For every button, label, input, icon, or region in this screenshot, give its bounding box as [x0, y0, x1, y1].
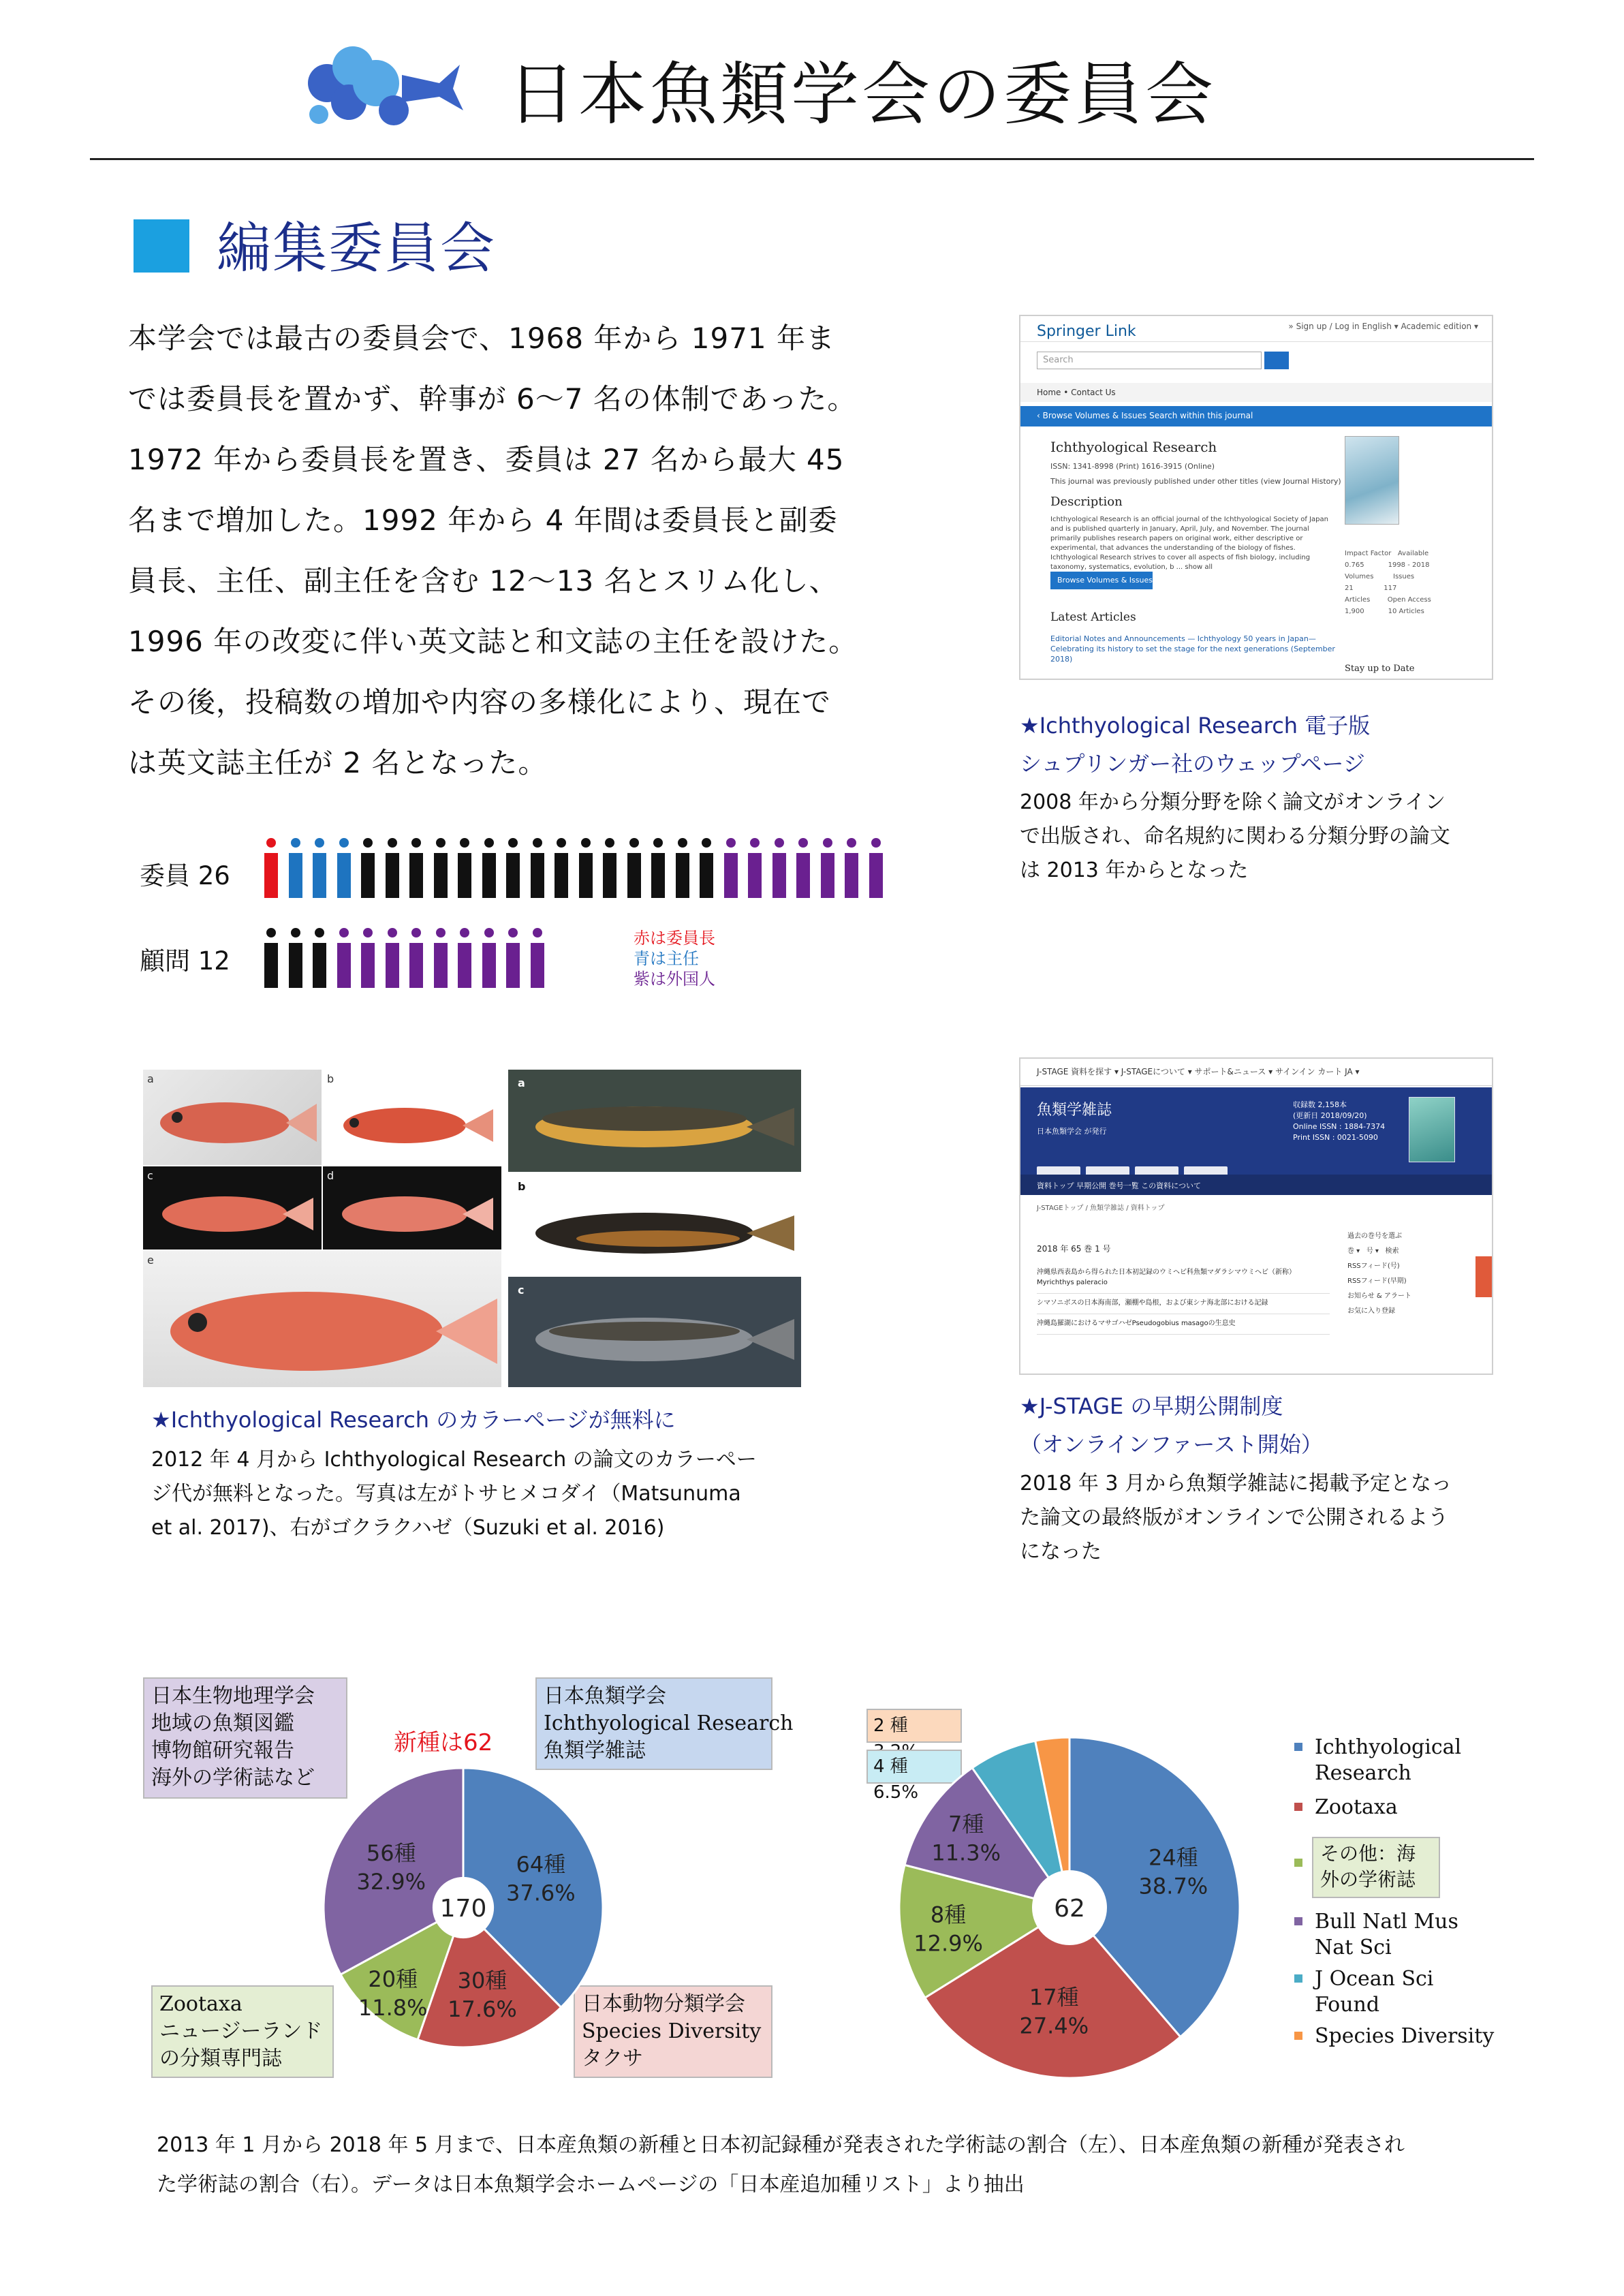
legend-item-lead: 青は主任	[634, 949, 699, 968]
springer-journal-title: Ichthyological Research	[1050, 439, 1217, 455]
intro-line: 1972 年から委員長を置き、委員は 27 名から最大 45	[128, 443, 845, 476]
member-head	[315, 928, 324, 937]
slice-percent-label: 12.9%	[914, 1930, 983, 1957]
slice-count-label: 56種	[366, 1840, 416, 1867]
advisors-row-label: 顧問 12	[140, 946, 230, 976]
member-head	[388, 838, 397, 848]
caption-line: ジ代が無料となった。写真は左がトサヒメコダイ（Matsunuma	[151, 1482, 741, 1506]
springer-search-icon	[1264, 352, 1289, 369]
photo-label: e	[147, 1254, 154, 1267]
photos-caption-title: ★Ichthyological Research のカラーページが無料に	[151, 1407, 676, 1433]
box-line: Ichthyological Research	[544, 1711, 794, 1735]
member-body	[313, 943, 326, 988]
intro-line: 名まで増加した。1992 年から 4 年間は委員長と副委	[128, 503, 838, 537]
slice-count-label: 64種	[516, 1851, 566, 1878]
jstage-breadcrumb: J-STAGEトップ / 魚類学雑誌 / 資料トップ	[1037, 1205, 1165, 1212]
member-head	[678, 838, 687, 848]
photo-label: a	[147, 1072, 154, 1085]
member-head	[798, 838, 808, 848]
photo-label: b	[518, 1180, 526, 1193]
jstage-article: シマソニボスの日本海南部，瀬棚や島根，および東シナ海北部における記録	[1037, 1294, 1330, 1314]
members-row	[264, 838, 905, 899]
society-logo	[300, 34, 470, 136]
springer-issn: ISSN: 1341-8998 (Print) 1616-3915 (Online)	[1050, 462, 1215, 471]
slice-percent-label: 11.8%	[358, 1995, 428, 2021]
member-body	[337, 853, 351, 898]
member-head	[653, 838, 663, 848]
legend-swatch	[1294, 1974, 1302, 1983]
jstage-screenshot	[1019, 1057, 1493, 1375]
jstage-issue: 2018 年 65 巻 1 号	[1037, 1244, 1111, 1254]
slice-count-label: 30種	[457, 1967, 507, 1994]
pie-left-box-other	[143, 1677, 347, 1799]
section-title: 編集委員会	[217, 217, 496, 280]
photo-label: a	[518, 1076, 525, 1089]
jstage-stats: 収録数 2,158本 (更新日 2018/09/20) Online ISSN : 1884-7374 Print ISSN : 0021-5090	[1293, 1100, 1386, 1142]
legend-item: その他：海外の学術誌	[1312, 1837, 1440, 1898]
intro-line: は英文誌主任が 2 名となった。	[128, 746, 548, 779]
jstage-topbar: J-STAGE 資料を探す ▾ J-STAGEについて ▾ サポート&ニュース ▾ サインイン カート JA ▾	[1020, 1059, 1492, 1086]
member-head	[533, 838, 542, 848]
springer-bluebar: ‹ Browse Volumes & Issues Search within this journal	[1020, 406, 1492, 426]
member-head	[581, 838, 591, 848]
member-head	[460, 838, 469, 848]
legend-swatch	[1294, 1917, 1302, 1925]
springer-description: Ichthyological Research is an official journal of the Ichthyological Society of Japan and is published quarterly in January, April, July, and November. The journal primarily publishes research papers on original work, either descriptive or experimental, that advances the understanding of the biology of fishes. Ichthyological Research strives to cover all aspects of fish biology, including taxonomy, systematics, evolution, b ... show all	[1050, 516, 1328, 571]
member-body	[434, 943, 448, 988]
fish-photo-e	[143, 1251, 501, 1387]
springer-browse-button: Browse Volumes & Issues	[1050, 572, 1153, 589]
intro-line: 1996 年の改変に伴い英文誌と和文誌の主任を設けた。	[128, 625, 858, 658]
photo-label: b	[327, 1072, 334, 1085]
jstage-feedback-tab	[1475, 1256, 1492, 1297]
member-head	[436, 928, 446, 937]
member-body	[555, 853, 568, 898]
slice-percent-label: 11.3%	[931, 1840, 1001, 1866]
footnote-line: た学術誌の割合（右）。データは日本魚類学会ホームページの「日本産追加種リスト」より抽出	[157, 2173, 1025, 2197]
member-head	[363, 838, 373, 848]
member-body	[289, 853, 302, 898]
member-body	[506, 853, 520, 898]
member-body	[579, 853, 593, 898]
jstage-article-list	[1037, 1263, 1330, 1335]
springer-description-heading: Description	[1050, 495, 1123, 509]
member-head	[871, 838, 881, 848]
member-body	[313, 853, 326, 898]
box-line: Zootaxa	[159, 1992, 243, 2016]
intro-line: その後，投稿数の増加や内容の多様化により、現在で	[128, 685, 832, 719]
legend-item: Ichthyological Research	[1315, 1735, 1462, 1785]
member-head	[605, 838, 614, 848]
springer-screenshot	[1019, 315, 1493, 680]
journal-cover-image	[1345, 436, 1399, 525]
pie-left-box-zootaxa	[151, 1985, 334, 2078]
pie-center-total: 62	[1054, 1894, 1085, 1923]
caption-line: は 2013 年からとなった	[1020, 858, 1249, 882]
member-body	[869, 853, 883, 898]
member-head	[847, 838, 856, 848]
member-body	[458, 853, 471, 898]
advisors-row	[264, 928, 905, 989]
springer-caption-subtitle: シュプリンガー社のウェップページ	[1020, 751, 1365, 777]
legend-item-foreign: 紫は外国人	[634, 969, 715, 989]
page-title: 日本魚類学会の委員会	[507, 55, 1216, 134]
member-head	[411, 838, 421, 848]
member-head	[508, 928, 518, 937]
member-head	[388, 928, 397, 937]
legend-item: Zootaxa	[1315, 1795, 1398, 1819]
jstage-tabs: 資料トップ 早期公開 巻号一覧 この資料について	[1020, 1175, 1492, 1195]
member-body	[506, 943, 520, 988]
box-line: の分類専門誌	[159, 2047, 282, 2070]
member-head	[315, 838, 324, 848]
box-line: 地域の魚類図鑑	[151, 1711, 294, 1735]
member-body	[361, 853, 375, 898]
members-row-label: 委員 26	[140, 861, 230, 890]
goby-photo-a	[508, 1070, 801, 1172]
member-body	[531, 853, 544, 898]
member-head	[291, 928, 300, 937]
slice-percent-label: 17.6%	[448, 1996, 517, 2022]
pie-left-box-isj	[535, 1677, 794, 1770]
box-line: 日本生物地理学会	[151, 1684, 315, 1708]
member-head	[533, 928, 542, 937]
pie-chart-new-species	[892, 1731, 1247, 2085]
member-body	[289, 943, 302, 988]
slice-count-label: 17種	[1029, 1984, 1079, 2011]
slice-percent-label: 38.7%	[1138, 1873, 1208, 1899]
caption-line: 2018 年 3 月から魚類学雑誌に掲載予定となっ	[1020, 1472, 1452, 1495]
springer-note: This journal was previously published under other titles (view Journal History)	[1050, 477, 1341, 486]
photo-label: c	[147, 1169, 153, 1182]
member-head	[557, 838, 566, 848]
springer-stats: Impact Factor Available 0.765 1998 - 2018 Volumes Issues 21 117 Articles Open Access 1,900 10 Articles	[1345, 550, 1431, 615]
box-line: 博物館研究報告	[151, 1739, 294, 1763]
box-line: 日本魚類学会	[544, 1684, 666, 1708]
member-body	[772, 853, 786, 898]
member-head	[436, 838, 446, 848]
member-head	[484, 838, 494, 848]
slice-count-label: 7種	[948, 1811, 984, 1837]
member-head	[411, 928, 421, 937]
jstage-article: 沖縄島羅湖におけるマサゴハゼPseudogobius masagoの生息史	[1037, 1314, 1330, 1335]
photos-caption-body	[151, 1443, 757, 1545]
springer-toplinks: » Sign up / Log in English ▾ Academic edition ▾	[1288, 322, 1478, 331]
box-line: 日本動物分類学会	[582, 1992, 745, 2016]
member-head	[363, 928, 373, 937]
box-line: 海外の学術誌など	[151, 1766, 315, 1790]
member-body	[531, 943, 544, 988]
legend-swatch	[1294, 1803, 1302, 1811]
member-body	[482, 853, 496, 898]
section-marker	[134, 219, 189, 273]
legend-item: Bull Natl Mus Nat Sci	[1315, 1910, 1458, 1959]
member-body	[821, 853, 834, 898]
member-head	[750, 838, 760, 848]
jstage-journal-name: 魚類学雑誌	[1037, 1102, 1112, 1119]
members-legend	[634, 928, 715, 989]
member-body	[845, 853, 858, 898]
box-line: ニュージーランド	[159, 2019, 323, 2043]
springer-stay-heading: Stay up to Date	[1345, 664, 1415, 674]
journal-cover-image	[1409, 1097, 1455, 1162]
member-head	[484, 928, 494, 937]
jstage-caption-title: ★J-STAGE の早期公開制度	[1020, 1393, 1283, 1419]
member-head	[291, 838, 300, 848]
legend-item: Species Diversity	[1315, 2024, 1495, 2048]
pie-center-total: 170	[439, 1894, 487, 1923]
legend-swatch	[1294, 1859, 1302, 1867]
member-body	[386, 853, 399, 898]
pie-right-label-species-diversity: 2 種	[866, 1709, 962, 1743]
member-body	[748, 853, 762, 898]
member-head	[775, 838, 784, 848]
slice-count-label: 24種	[1149, 1844, 1198, 1871]
photo-label: c	[518, 1284, 525, 1297]
footnote-line: 2013 年 1 月から 2018 年 5 月まで、日本産魚類の新種と日本初記録種が発表された学術誌の割合（左）、日本産魚類の新種が発表され	[157, 2133, 1405, 2157]
intro-paragraph	[128, 308, 925, 793]
goby-photo-b	[508, 1173, 801, 1275]
member-body	[627, 853, 641, 898]
springer-nav: Home • Contact Us	[1020, 383, 1492, 402]
member-body	[700, 853, 713, 898]
member-body	[409, 853, 423, 898]
goby-photo-c	[508, 1277, 801, 1387]
member-body	[337, 943, 351, 988]
member-head	[266, 838, 276, 848]
caption-line: で出版され、命名規約に関わる分類分野の論文	[1020, 824, 1450, 848]
caption-line: 2012 年 4 月から Ichthyological Research の論文のカラーペー	[151, 1448, 757, 1472]
legend-item: J Ocean Sci Found	[1315, 1967, 1434, 2017]
jstage-caption-body	[1020, 1467, 1452, 1569]
member-body	[796, 853, 810, 898]
member-body	[361, 943, 375, 988]
header-divider	[90, 158, 1534, 160]
jstage-sidebar: 過去の巻号を選ぶ 巻 ▾ 号 ▾ 検索 RSSフィード(号) RSSフィード(早期) お知らせ & アラート お気に入り登録	[1347, 1232, 1411, 1315]
springer-caption-title: ★Ichthyological Research 電子版	[1020, 713, 1371, 739]
slice-percent-label: 27.4%	[1019, 2013, 1089, 2039]
member-body	[603, 853, 616, 898]
member-head	[339, 838, 349, 848]
box-line: 魚類学雑誌	[544, 1739, 646, 1763]
member-body	[458, 943, 471, 988]
fish-photo-a	[143, 1070, 322, 1165]
pie-right-label-j-ocean: 4 種 6.5%	[866, 1750, 962, 1784]
legend-swatch	[1294, 2032, 1302, 2040]
jstage-publisher: 日本魚類学会 が発行	[1037, 1127, 1107, 1136]
member-body	[676, 853, 689, 898]
springer-brand: Springer Link	[1037, 323, 1136, 340]
figure-footnote	[157, 2126, 1519, 2205]
member-body	[724, 853, 738, 898]
member-head	[266, 928, 276, 937]
member-head	[702, 838, 711, 848]
springer-search-input: Search	[1037, 352, 1262, 369]
springer-latest-heading: Latest Articles	[1050, 610, 1136, 624]
new-species-headline: 新種は62	[394, 1729, 493, 1756]
box-line: タクサ	[582, 2047, 643, 2070]
member-head	[460, 928, 469, 937]
fish-photo-b	[323, 1070, 501, 1165]
fish-photo-d	[323, 1166, 501, 1250]
fish-photo-c	[143, 1166, 322, 1250]
springer-latest-article: Editorial Notes and Announcements — Ichthyology 50 years in Japan—Celebrating its history to set the stage for the next generations (September 2018)	[1050, 634, 1335, 664]
slice-percent-label: 32.9%	[356, 1869, 426, 1895]
intro-line: 員長、主任、副主任を含む 12〜13 名とスリム化し、	[128, 564, 839, 598]
member-body	[409, 943, 423, 988]
member-head	[726, 838, 736, 848]
slice-count-label: 8種	[930, 1902, 967, 1928]
jstage-caption-subtitle: （オンラインファースト開始）	[1020, 1431, 1323, 1457]
caption-line: た論文の最終版がオンラインで公開されるよう	[1020, 1506, 1449, 1530]
member-head	[339, 928, 349, 937]
member-body	[264, 853, 278, 898]
member-head	[823, 838, 832, 848]
member-body	[264, 943, 278, 988]
intro-line: 本学会では最古の委員会で、1968 年から 1971 年ま	[128, 322, 835, 355]
caption-line: になった	[1020, 1540, 1102, 1564]
slice-percent-label: 37.6%	[506, 1880, 576, 1906]
box-line: Species Diversity	[582, 2019, 762, 2043]
intro-line: では委員長を置かず、幹事が 6〜7 名の体制であった。	[128, 382, 857, 416]
photo-label: d	[327, 1169, 334, 1182]
member-body	[386, 943, 399, 988]
caption-line: et al. 2017)、右がゴクラクハゼ（Suzuki et al. 2016)	[151, 1516, 665, 1540]
springer-caption-body	[1020, 786, 1450, 888]
pie-chart-all-species	[320, 1765, 606, 2051]
slice-count-label: 20種	[368, 1966, 418, 1993]
legend-item-chair: 赤は委員長	[634, 929, 715, 948]
legend-swatch	[1294, 1743, 1302, 1751]
member-body	[434, 853, 448, 898]
member-head	[629, 838, 639, 848]
jstage-article: 沖縄県西表島から得られた日本初記録のウミヘビ科魚類マダラシマウミヘビ（新称）Myrichthys paleracio	[1037, 1263, 1330, 1294]
member-body	[482, 943, 496, 988]
member-body	[651, 853, 665, 898]
member-head	[508, 838, 518, 848]
caption-line: 2008 年から分類分野を除く論文がオンライン	[1020, 790, 1446, 814]
